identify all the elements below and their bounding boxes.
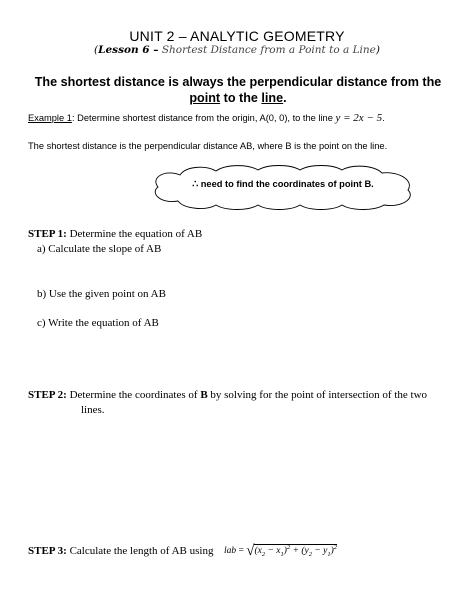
example-1 xyxy=(28,112,385,124)
lesson-subtitle xyxy=(0,44,474,56)
formula-equals: = xyxy=(236,546,247,556)
headline-middle: to the xyxy=(220,91,262,105)
step3-label: STEP 3: xyxy=(28,545,67,557)
page-title: UNIT 2 – ANALYTIC GEOMETRY xyxy=(129,28,345,44)
headline-prefix: The shortest distance is always the perpendicular distance from the xyxy=(34,75,442,89)
subtitle-open-paren: ( xyxy=(93,44,99,56)
step2-label: STEP 2: xyxy=(28,389,67,401)
step2-heading xyxy=(28,389,427,401)
step1-heading xyxy=(28,228,202,240)
subtitle-close-paren: ) xyxy=(375,44,380,56)
example-end: . xyxy=(382,113,385,123)
step1-part-a: a) Calculate the slope of AB xyxy=(37,243,162,255)
step2-point-b: B xyxy=(200,389,208,401)
example-equation: y = 2x − 5 xyxy=(335,112,383,124)
formula-lhs: lab xyxy=(224,546,237,556)
step2-text-2: by solving for the point of intersection of the two xyxy=(207,389,428,401)
lesson-topic: Shortest Distance from a Point to a Line xyxy=(158,44,376,56)
radical-icon: √ xyxy=(246,543,255,559)
cloud-note: ∴ need to find the coordinates of point B. xyxy=(192,179,374,189)
example-label: Example 1 xyxy=(28,113,72,123)
example-text: : Determine shortest distance from the origin, A(0, 0), to the line xyxy=(71,113,336,123)
step1-text: Determine the equation of AB xyxy=(66,228,203,240)
headline-line: line xyxy=(261,91,284,105)
step2-continuation: lines. xyxy=(81,404,105,416)
step1-label: STEP 1: xyxy=(28,228,67,240)
headline-end: . xyxy=(283,91,287,105)
distance-formula xyxy=(224,543,337,560)
formula-radicand: $(x_2 - x_1)^2 + (y_2 - y_1)^2$ xyxy=(254,543,338,558)
step3-text: Calculate the length of AB using xyxy=(66,545,214,557)
step3-heading xyxy=(28,545,213,557)
perpendicular-statement: The shortest distance is the perpendicular distance AB, where B is the point on the line. xyxy=(28,141,388,151)
step1-part-b: b) Use the given point on AB xyxy=(37,288,166,300)
lesson-label: Lesson 6 – xyxy=(98,44,159,56)
key-statement xyxy=(22,74,454,106)
headline-point: point xyxy=(189,91,221,105)
step2-text-1: Determine the coordinates of xyxy=(66,389,201,401)
step1-part-c: c) Write the equation of AB xyxy=(37,317,159,329)
